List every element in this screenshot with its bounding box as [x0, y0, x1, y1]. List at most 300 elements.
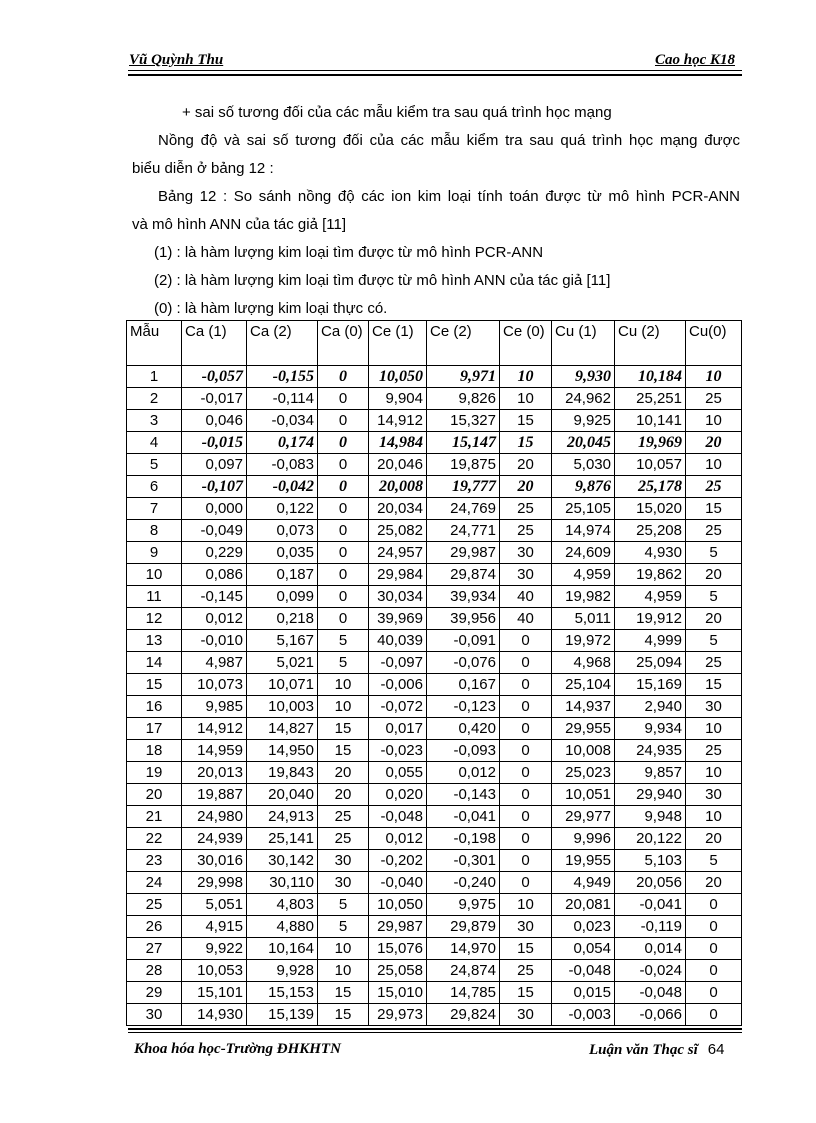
table-cell: -0,017: [182, 388, 247, 410]
paragraph-bullet: + sai số tương đối của các mẫu kiểm tra sau quá trình học mạng: [182, 104, 612, 121]
table-cell: 25: [500, 520, 552, 542]
table-cell: 5,030: [552, 454, 615, 476]
table-cell: 19,843: [247, 762, 318, 784]
table-cell: 10,050: [369, 366, 427, 388]
table-row: [127, 652, 742, 674]
table-cell: 30: [318, 850, 369, 872]
table-cell: -0,093: [427, 740, 500, 762]
table-cell: 10: [318, 938, 369, 960]
table-cell: 14,984: [369, 432, 427, 454]
table-cell: 9,928: [247, 960, 318, 982]
table-row: [127, 410, 742, 432]
table-caption-line1: Bảng 12 : So sánh nồng độ các ion kim loại tính toán được từ mô hình PCR-ANN: [158, 188, 740, 205]
table-cell: 25,094: [615, 652, 686, 674]
table-header-cell: Ca (1): [182, 321, 247, 366]
table-cell: 10,008: [552, 740, 615, 762]
table-cell: 5: [686, 586, 742, 608]
table-cell: -0,202: [369, 850, 427, 872]
table-cell: 4,930: [615, 542, 686, 564]
table-cell: 19,972: [552, 630, 615, 652]
table-cell: 5: [686, 542, 742, 564]
table-cell: 25: [686, 520, 742, 542]
table-cell: 15,020: [615, 498, 686, 520]
table-cell: 9,826: [427, 388, 500, 410]
table-cell: 15: [686, 498, 742, 520]
table-caption: [132, 183, 740, 239]
table-cell: 15: [686, 674, 742, 696]
table-row: [127, 476, 742, 498]
table-cell: 4,949: [552, 872, 615, 894]
table-row: [127, 784, 742, 806]
table-cell: 25: [318, 806, 369, 828]
table-cell: 0: [500, 696, 552, 718]
table-cell: 20: [686, 828, 742, 850]
table-row: [127, 938, 742, 960]
legend-0: (0) : là hàm lượng kim loại thực có.: [154, 300, 388, 317]
table-cell: 5: [127, 454, 182, 476]
table-cell: 20: [318, 762, 369, 784]
table-header-row: [127, 321, 742, 366]
table-cell: 20: [686, 872, 742, 894]
table-cell: -0,042: [247, 476, 318, 498]
table-cell: -0,041: [427, 806, 500, 828]
table-cell: 7: [127, 498, 182, 520]
table-cell: 15: [500, 982, 552, 1004]
table-cell: 20,122: [615, 828, 686, 850]
table-row: [127, 1004, 742, 1026]
table-cell: 18: [127, 740, 182, 762]
table-cell: 9,857: [615, 762, 686, 784]
table-cell: 15: [127, 674, 182, 696]
table-cell: -0,143: [427, 784, 500, 806]
table-cell: 0: [318, 454, 369, 476]
table-cell: 24,935: [615, 740, 686, 762]
table-cell: -0,240: [427, 872, 500, 894]
table-cell: 20: [500, 454, 552, 476]
table-cell: 0,015: [552, 982, 615, 1004]
table-cell: 0: [686, 960, 742, 982]
table-cell: 15,153: [247, 982, 318, 1004]
table-cell: -0,010: [182, 630, 247, 652]
table-cell: 4,968: [552, 652, 615, 674]
table-row: [127, 586, 742, 608]
table-cell: 15,101: [182, 982, 247, 1004]
table-cell: -0,301: [427, 850, 500, 872]
table-cell: 0: [500, 806, 552, 828]
table-header-cell: Ce (0): [500, 321, 552, 366]
table-cell: 29,973: [369, 1004, 427, 1026]
table-cell: 20: [686, 564, 742, 586]
table-cell: 30: [500, 916, 552, 938]
table-cell: 9,925: [552, 410, 615, 432]
table-cell: 14,974: [552, 520, 615, 542]
footer-rule: [128, 1032, 742, 1033]
table-cell: 15,327: [427, 410, 500, 432]
table-cell: 10: [500, 366, 552, 388]
table-cell: 29,879: [427, 916, 500, 938]
table-cell: 30,034: [369, 586, 427, 608]
table-cell: -0,057: [182, 366, 247, 388]
table-cell: 15,147: [427, 432, 500, 454]
table-cell: 0,012: [427, 762, 500, 784]
table-cell: 0: [318, 498, 369, 520]
legend-1: (1) : là hàm lượng kim loại tìm được từ mô hình PCR-ANN: [154, 244, 544, 261]
table-cell: 0,122: [247, 498, 318, 520]
table-row: [127, 674, 742, 696]
table-cell: 19,982: [552, 586, 615, 608]
table-cell: 25: [500, 498, 552, 520]
table-cell: 5: [318, 894, 369, 916]
table-cell: 14,970: [427, 938, 500, 960]
table-cell: 24,771: [427, 520, 500, 542]
table-cell: 5,011: [552, 608, 615, 630]
table-cell: 26: [127, 916, 182, 938]
table-cell: 19,912: [615, 608, 686, 630]
table-cell: 0: [318, 564, 369, 586]
table-cell: 10: [686, 366, 742, 388]
table-cell: 25,104: [552, 674, 615, 696]
table-cell: 0: [500, 762, 552, 784]
table-cell: 15: [318, 982, 369, 1004]
table-cell: 0: [500, 674, 552, 696]
table-cell: 1: [127, 366, 182, 388]
table-cell: 4,959: [552, 564, 615, 586]
table-cell: 0,046: [182, 410, 247, 432]
table-cell: -0,114: [247, 388, 318, 410]
table-cell: 30: [686, 784, 742, 806]
table-cell: 24,980: [182, 806, 247, 828]
table-cell: 19,875: [427, 454, 500, 476]
table-cell: 19,862: [615, 564, 686, 586]
table-row: [127, 828, 742, 850]
table-cell: 15: [318, 1004, 369, 1026]
table-cell: 10,184: [615, 366, 686, 388]
table-cell: 15: [318, 718, 369, 740]
table-cell: 0: [686, 916, 742, 938]
table-cell: 5: [686, 630, 742, 652]
table-cell: 20: [686, 608, 742, 630]
table-cell: 9,996: [552, 828, 615, 850]
table-cell: 24,769: [427, 498, 500, 520]
table-cell: 4: [127, 432, 182, 454]
table-cell: 20,013: [182, 762, 247, 784]
table-cell: 5,167: [247, 630, 318, 652]
legend-2: (2) : là hàm lượng kim loại tìm được từ mô hình ANN của tác giả [11]: [154, 272, 611, 289]
table-cell: 0: [318, 388, 369, 410]
table-header-cell: Cu(0): [686, 321, 742, 366]
table-cell: 9,904: [369, 388, 427, 410]
table-cell: 24,913: [247, 806, 318, 828]
table-cell: 10: [686, 410, 742, 432]
footer-thesis: [589, 1041, 724, 1059]
table-cell: 14,912: [369, 410, 427, 432]
table-cell: 9,971: [427, 366, 500, 388]
table-row: [127, 498, 742, 520]
table-cell: 25: [318, 828, 369, 850]
table-cell: 22: [127, 828, 182, 850]
table-cell: 20: [127, 784, 182, 806]
paragraph-intro-line2: biểu diễn ở bảng 12 :: [132, 160, 274, 177]
table-cell: 19,955: [552, 850, 615, 872]
header-rule: [128, 70, 742, 71]
table-cell: 20: [686, 432, 742, 454]
footer-institution: Khoa hóa học-Trường ĐHKHTN: [134, 1041, 341, 1057]
table-cell: 5,021: [247, 652, 318, 674]
table-cell: 0: [318, 586, 369, 608]
table-cell: -0,076: [427, 652, 500, 674]
table-cell: 30: [686, 696, 742, 718]
table-cell: 0: [686, 1004, 742, 1026]
table-cell: 10,071: [247, 674, 318, 696]
table-row: [127, 982, 742, 1004]
table-cell: 0,014: [615, 938, 686, 960]
table-cell: 10,164: [247, 938, 318, 960]
table-cell: 29,984: [369, 564, 427, 586]
table-cell: -0,049: [182, 520, 247, 542]
header-author: Vũ Quỳnh Thu: [129, 52, 224, 68]
table-cell: 15,139: [247, 1004, 318, 1026]
table-cell: 25: [500, 960, 552, 982]
table-cell: 0: [318, 476, 369, 498]
table-cell: 25,082: [369, 520, 427, 542]
table-cell: 0,055: [369, 762, 427, 784]
table-cell: 4,880: [247, 916, 318, 938]
table-row: [127, 542, 742, 564]
table-cell: 15,010: [369, 982, 427, 1004]
table-cell: 0,218: [247, 608, 318, 630]
table-cell: 5: [318, 630, 369, 652]
table-cell: 10,003: [247, 696, 318, 718]
table-cell: 0,035: [247, 542, 318, 564]
comparison-table: [126, 320, 742, 1026]
table-cell: 20,008: [369, 476, 427, 498]
table-cell: 16: [127, 696, 182, 718]
table-cell: 29,874: [427, 564, 500, 586]
table-cell: 0,229: [182, 542, 247, 564]
table-cell: 10: [500, 388, 552, 410]
table-cell: 0,023: [552, 916, 615, 938]
table-row: [127, 630, 742, 652]
table-cell: 19,887: [182, 784, 247, 806]
table-caption-line2: và mô hình ANN của tác giả [11]: [132, 216, 347, 233]
table-cell: -0,048: [369, 806, 427, 828]
table-cell: 29,955: [552, 718, 615, 740]
table-cell: 15: [500, 432, 552, 454]
table-cell: 11: [127, 586, 182, 608]
table-row: [127, 872, 742, 894]
table-cell: 20,034: [369, 498, 427, 520]
table-cell: 20,046: [369, 454, 427, 476]
table-cell: 10: [686, 718, 742, 740]
table-header-cell: Cu (2): [615, 321, 686, 366]
table-cell: 13: [127, 630, 182, 652]
table-cell: 14: [127, 652, 182, 674]
table-cell: 10: [318, 696, 369, 718]
table-row: [127, 564, 742, 586]
table-cell: 0: [500, 740, 552, 762]
table-row: [127, 894, 742, 916]
table-cell: 30,016: [182, 850, 247, 872]
table-cell: 0: [686, 894, 742, 916]
table-cell: 20,040: [247, 784, 318, 806]
table-cell: 10: [318, 674, 369, 696]
table-cell: 20: [318, 784, 369, 806]
table-row: [127, 916, 742, 938]
table-cell: 0,073: [247, 520, 318, 542]
table-cell: 0: [500, 828, 552, 850]
table-header-cell: Ca (2): [247, 321, 318, 366]
table-cell: 25,105: [552, 498, 615, 520]
table-cell: 20: [500, 476, 552, 498]
table-cell: 20,056: [615, 872, 686, 894]
table-cell: 5,051: [182, 894, 247, 916]
table-cell: 0,020: [369, 784, 427, 806]
table-cell: 21: [127, 806, 182, 828]
table-cell: 3: [127, 410, 182, 432]
table-cell: 24,962: [552, 388, 615, 410]
table-cell: 0,187: [247, 564, 318, 586]
table-cell: 40: [500, 608, 552, 630]
table-row: [127, 520, 742, 542]
table-cell: 10: [500, 894, 552, 916]
table-cell: 39,934: [427, 586, 500, 608]
table-row: [127, 960, 742, 982]
table-cell: 10,073: [182, 674, 247, 696]
table-cell: 6: [127, 476, 182, 498]
table-row: [127, 432, 742, 454]
table-cell: -0,003: [552, 1004, 615, 1026]
page-number: 64: [707, 1041, 725, 1058]
table-cell: 24,957: [369, 542, 427, 564]
table-header-cell: Ce (1): [369, 321, 427, 366]
table-cell: 30: [500, 1004, 552, 1026]
table-cell: -0,048: [615, 982, 686, 1004]
table-cell: 25,141: [247, 828, 318, 850]
table-cell: -0,041: [615, 894, 686, 916]
table-cell: -0,107: [182, 476, 247, 498]
table-cell: 19,777: [427, 476, 500, 498]
table-cell: 0: [318, 410, 369, 432]
table-cell: 4,803: [247, 894, 318, 916]
table-header-cell: Mẫu: [127, 321, 182, 366]
table-cell: 25: [686, 740, 742, 762]
table-cell: 10: [686, 806, 742, 828]
table-cell: 0: [318, 608, 369, 630]
table-cell: -0,024: [615, 960, 686, 982]
table-cell: -0,091: [427, 630, 500, 652]
table-cell: 10: [318, 960, 369, 982]
table-cell: -0,034: [247, 410, 318, 432]
table-cell: 20,081: [552, 894, 615, 916]
table-cell: -0,066: [615, 1004, 686, 1026]
table-cell: 29: [127, 982, 182, 1004]
table-cell: 10,057: [615, 454, 686, 476]
table-cell: 15,169: [615, 674, 686, 696]
table-row: [127, 454, 742, 476]
table-cell: 20,045: [552, 432, 615, 454]
table-cell: 25,058: [369, 960, 427, 982]
table-cell: 25: [686, 388, 742, 410]
table-cell: 29,824: [427, 1004, 500, 1026]
table-cell: 0: [318, 542, 369, 564]
table-header-cell: Cu (1): [552, 321, 615, 366]
table-cell: 5: [318, 916, 369, 938]
table-cell: 9,930: [552, 366, 615, 388]
table-row: [127, 608, 742, 630]
table-body: [127, 366, 742, 1026]
table-cell: 10: [127, 564, 182, 586]
table-cell: 8: [127, 520, 182, 542]
table-cell: 9,876: [552, 476, 615, 498]
table-cell: 10,141: [615, 410, 686, 432]
table-cell: 4,999: [615, 630, 686, 652]
table-cell: 29,998: [182, 872, 247, 894]
table-cell: 25,178: [615, 476, 686, 498]
header-rule-thick: [128, 74, 742, 76]
table-row: [127, 762, 742, 784]
table-row: [127, 806, 742, 828]
table-cell: -0,083: [247, 454, 318, 476]
table-cell: 40,039: [369, 630, 427, 652]
table-cell: 29,987: [427, 542, 500, 564]
table-cell: 29,977: [552, 806, 615, 828]
table-cell: -0,072: [369, 696, 427, 718]
table-cell: 39,956: [427, 608, 500, 630]
table-cell: 28: [127, 960, 182, 982]
table-cell: -0,145: [182, 586, 247, 608]
table-cell: -0,123: [427, 696, 500, 718]
table-cell: 9,934: [615, 718, 686, 740]
table-cell: 0: [500, 850, 552, 872]
header-course: Cao học K18: [654, 52, 735, 68]
table-cell: 0: [686, 938, 742, 960]
table-cell: 14,785: [427, 982, 500, 1004]
table-cell: 19,969: [615, 432, 686, 454]
footer-thesis-label: Luận văn Thạc sĩ: [589, 1042, 698, 1058]
table-cell: 30,142: [247, 850, 318, 872]
table-cell: 25,023: [552, 762, 615, 784]
table-cell: 24: [127, 872, 182, 894]
table-cell: 10,051: [552, 784, 615, 806]
table-cell: 0: [500, 652, 552, 674]
table-cell: 0,017: [369, 718, 427, 740]
table-cell: 0,174: [247, 432, 318, 454]
table-cell: 0: [500, 784, 552, 806]
table-cell: 0: [318, 366, 369, 388]
table-cell: -0,097: [369, 652, 427, 674]
table-cell: 9: [127, 542, 182, 564]
table-cell: 30: [318, 872, 369, 894]
table-cell: 10,053: [182, 960, 247, 982]
table-cell: 9,985: [182, 696, 247, 718]
table-cell: 14,930: [182, 1004, 247, 1026]
table-cell: 25: [686, 652, 742, 674]
table-cell: 9,922: [182, 938, 247, 960]
table-cell: 15,076: [369, 938, 427, 960]
table-cell: 39,969: [369, 608, 427, 630]
table-row: [127, 366, 742, 388]
table-cell: 14,959: [182, 740, 247, 762]
table-cell: 9,975: [427, 894, 500, 916]
table-cell: 0: [500, 630, 552, 652]
table-cell: 0,000: [182, 498, 247, 520]
table-cell: 10,050: [369, 894, 427, 916]
table-cell: 0,012: [182, 608, 247, 630]
table-cell: 14,912: [182, 718, 247, 740]
table-cell: 15: [500, 410, 552, 432]
paragraph-intro: [132, 127, 740, 183]
table-header-cell: Ce (2): [427, 321, 500, 366]
